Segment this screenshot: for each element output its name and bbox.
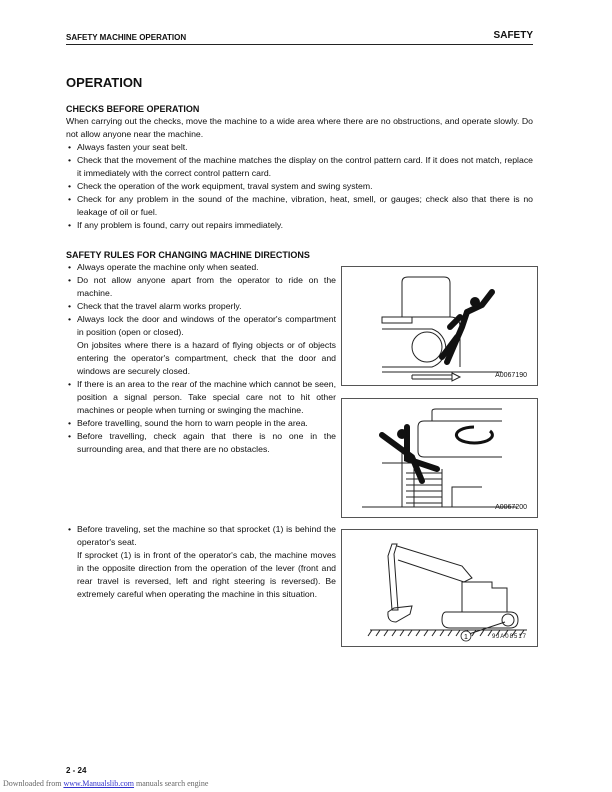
- figure-falling-person: [341, 266, 538, 386]
- page-title: OPERATION: [66, 75, 143, 90]
- falling-person-illustration: [342, 267, 537, 385]
- excavator-illustration: [342, 530, 537, 646]
- rules-note: On jobsites where there is a hazard of flying objects or of objects entering the operator's compartment, check that the door and windows are securely closed.: [77, 340, 336, 376]
- list-item: • Check for any problem in the sound of the machine, vibration, heat, smell, or gauges; check also that there is no leakage of oil or fuel.: [66, 193, 533, 219]
- list-item: • Always lock the door and windows of the operator's compartment in position (open or closed).: [66, 313, 336, 339]
- list-item: • Check that the movement of the machine matches the display on the control pattern card. If it does not match, replace it immediately with the correct control pattern card.: [66, 154, 533, 180]
- download-footer: [3, 779, 208, 788]
- list-item: • Always fasten your seat belt.: [66, 141, 533, 154]
- checks-heading: CHECKS BEFORE OPERATION: [66, 104, 200, 114]
- rules-body: [66, 261, 336, 456]
- list-item: • If there is an area to the rear of the machine which cannot be seen, position a signal person. Take special care not to hit other machines or people when turning or swinging the machine.: [66, 378, 336, 417]
- page-header: [66, 30, 533, 45]
- figure-swing-hazard: [341, 398, 538, 518]
- swing-hazard-illustration: [342, 399, 537, 517]
- list-item: • Before travelling, check again that there is no one in the surrounding area, and that there are no obstacles.: [66, 430, 336, 456]
- list-item: • Do not allow anyone apart from the operator to ride on the machine.: [66, 274, 336, 300]
- list-item: • If any problem is found, carry out repairs immediately.: [66, 219, 533, 232]
- rules-heading: SAFETY RULES FOR CHANGING MACHINE DIRECTIONS: [66, 250, 310, 260]
- figure-id: A0067190: [495, 372, 527, 379]
- checks-intro: When carrying out the checks, move the machine to a wide area where there are no obstructions, and operate slowly. Do not allow anyone near the machine.: [66, 116, 533, 139]
- manualslib-link[interactable]: www.Manualslib.com: [63, 779, 135, 788]
- list-item: • Before traveling, set the machine so that sprocket (1) is behind the operator's seat.: [66, 523, 336, 549]
- checks-body: [66, 115, 533, 232]
- figure-id: A0067200: [495, 504, 527, 511]
- header-chapter: SAFETY: [493, 30, 533, 41]
- person-head-icon: [470, 297, 480, 307]
- list-item: • Check the operation of the work equipment, traval system and swing system.: [66, 180, 533, 193]
- footer-prefix: Downloaded from: [3, 779, 64, 788]
- rotation-arrow-icon: [456, 427, 492, 443]
- sprocket-note: If sprocket (1) is in front of the operator's cab, the machine moves in the opposite direction from the operation of the lever (front and rear travel is reversed, left and right steering is reversed). Be extremely careful when operating the machine in this situation.: [77, 550, 336, 599]
- list-item: • Check that the travel alarm works properly.: [66, 300, 336, 313]
- header-section: SAFETY MACHINE OPERATION: [66, 33, 187, 42]
- page-number: 2 - 24: [66, 766, 87, 775]
- footer-suffix: manuals search engine: [134, 779, 209, 788]
- callout-number: 1: [464, 634, 468, 641]
- list-item: • Before travelling, sound the horn to warn people in the area.: [66, 417, 336, 430]
- figure-excavator-sprocket: [341, 529, 538, 647]
- sprocket-section: [66, 523, 336, 601]
- list-item: • Always operate the machine only when seated.: [66, 261, 336, 274]
- figure-id: 9JA08517: [491, 634, 527, 640]
